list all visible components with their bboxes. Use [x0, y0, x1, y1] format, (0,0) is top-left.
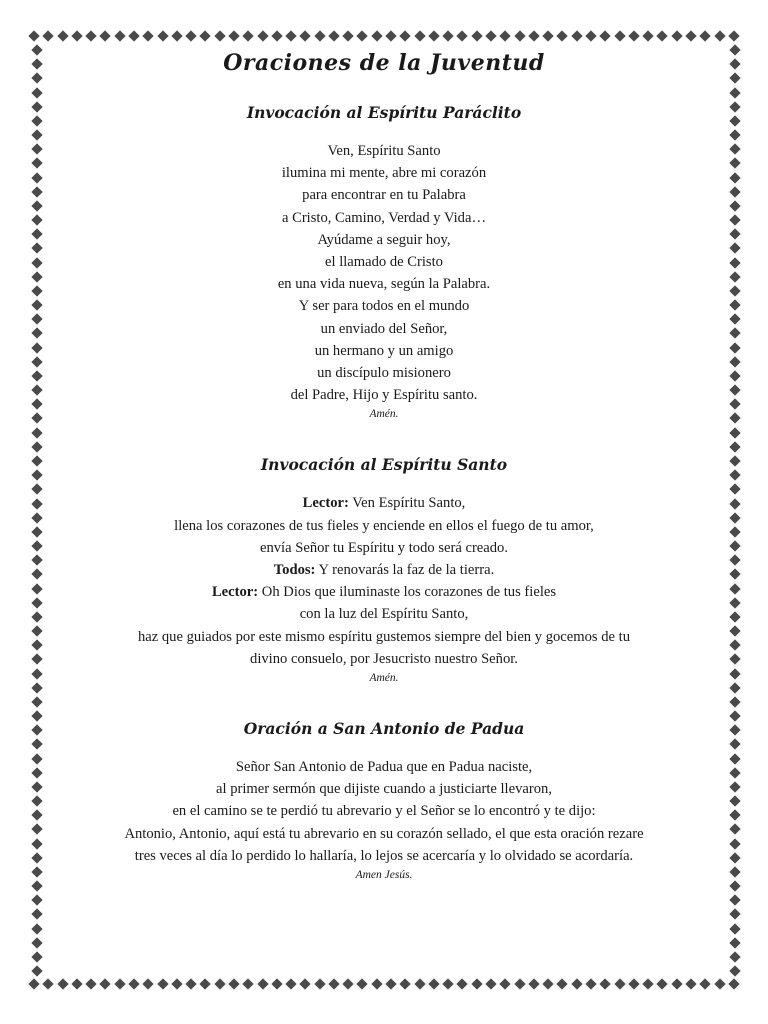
border-diamond: [571, 30, 582, 41]
prayer-line: [60, 537, 708, 559]
border-diamond: [400, 978, 411, 989]
section-title: Invocación al Espíritu Santo: [260, 455, 508, 475]
line-text: con la luz del Espíritu Santo,: [299, 606, 469, 623]
prayer-line: un enviado del Señor,: [320, 320, 448, 337]
border-diamond: [614, 30, 625, 41]
border-diamond: [31, 725, 42, 736]
border-diamond: [542, 978, 553, 989]
border-diamond: [314, 978, 325, 989]
border-bottom: [28, 978, 740, 990]
border-diamond: [185, 30, 196, 41]
prayer-line: Antonio, Antonio, aquí está tu abrevario en su corazón sellado, el que esta oración rezare: [124, 825, 644, 842]
border-diamond: [729, 59, 740, 70]
prayer-line: tres veces al día lo perdido lo hallaría, lo lejos se acercaría y lo olvidado se acordaría.: [134, 847, 634, 864]
border-diamond: [31, 512, 42, 523]
border-diamond: [729, 469, 740, 480]
border-diamond: [257, 30, 268, 41]
border-diamond: [243, 30, 254, 41]
section-espiritu-paraclito: [60, 100, 708, 422]
line-text: llena los corazones de tus fieles y enciende en ellos el fuego de tu amor,: [174, 517, 594, 534]
prayer-line: Ayúdame a seguir hoy,: [317, 231, 451, 248]
border-diamond: [729, 781, 740, 792]
border-diamond: [114, 978, 125, 989]
border-diamond: [729, 625, 740, 636]
border-diamond: [729, 555, 740, 566]
border-diamond: [31, 87, 42, 98]
border-diamond: [729, 370, 740, 381]
border-diamond: [31, 852, 42, 863]
border-diamond: [31, 229, 42, 240]
speaker-label: Lector:: [211, 584, 259, 601]
section-san-antonio: [60, 716, 708, 883]
border-diamond: [285, 30, 296, 41]
border-diamond: [31, 384, 42, 395]
border-diamond: [729, 838, 740, 849]
border-diamond: [585, 30, 596, 41]
border-diamond: [31, 767, 42, 778]
border-diamond: [31, 200, 42, 211]
border-diamond: [57, 978, 68, 989]
border-diamond: [228, 30, 239, 41]
border-diamond: [143, 30, 154, 41]
border-diamond: [385, 978, 396, 989]
border-diamond: [31, 795, 42, 806]
border-diamond: [357, 30, 368, 41]
border-diamond: [485, 30, 496, 41]
border-top: [28, 30, 740, 42]
border-diamond: [31, 271, 42, 282]
border-diamond: [28, 30, 39, 41]
border-diamond: [314, 30, 325, 41]
border-diamond: [157, 978, 168, 989]
prayer-line: [60, 648, 708, 670]
border-diamond: [31, 540, 42, 551]
border-diamond: [271, 30, 282, 41]
border-diamond: [729, 767, 740, 778]
line-text: Ven Espíritu Santo,: [348, 495, 466, 512]
border-diamond: [31, 682, 42, 693]
border-diamond: [729, 87, 740, 98]
border-diamond: [729, 73, 740, 84]
border-diamond: [729, 328, 740, 339]
border-diamond: [514, 978, 525, 989]
border-diamond: [729, 186, 740, 197]
border-diamond: [200, 30, 211, 41]
border-diamond: [729, 923, 740, 934]
border-diamond: [642, 30, 653, 41]
border-diamond: [729, 569, 740, 580]
border-diamond: [31, 144, 42, 155]
border-diamond: [31, 356, 42, 367]
border-diamond: [729, 413, 740, 424]
border-diamond: [700, 978, 711, 989]
border-diamond: [31, 781, 42, 792]
border-diamond: [729, 951, 740, 962]
prayer-line: del Padre, Hijo y Espíritu santo.: [290, 387, 478, 404]
border-diamond: [729, 710, 740, 721]
prayer-line: el llamado de Cristo: [325, 254, 443, 271]
border-diamond: [600, 30, 611, 41]
border-diamond: [729, 696, 740, 707]
border-diamond: [729, 640, 740, 651]
border-diamond: [628, 978, 639, 989]
border-diamond: [31, 399, 42, 410]
border-diamond: [114, 30, 125, 41]
border-diamond: [714, 978, 725, 989]
border-diamond: [729, 243, 740, 254]
prayer-line: en una vida nueva, según la Palabra.: [277, 276, 491, 293]
border-diamond: [31, 654, 42, 665]
border-diamond: [71, 30, 82, 41]
prayer-closing: Amen Jesús.: [355, 869, 413, 882]
border-diamond: [31, 597, 42, 608]
border-diamond: [542, 30, 553, 41]
border-diamond: [31, 909, 42, 920]
border-diamond: [31, 753, 42, 764]
border-diamond: [442, 30, 453, 41]
border-diamond: [31, 923, 42, 934]
border-diamond: [31, 299, 42, 310]
border-diamond: [485, 978, 496, 989]
border-diamond: [228, 978, 239, 989]
border-diamond: [729, 795, 740, 806]
border-diamond: [428, 978, 439, 989]
section-title: Oración a San Antonio de Padua: [243, 719, 525, 739]
border-diamond: [729, 498, 740, 509]
prayer-line: [60, 626, 708, 648]
border-diamond: [200, 978, 211, 989]
border-diamond: [85, 30, 96, 41]
border-diamond: [128, 30, 139, 41]
border-diamond: [729, 115, 740, 126]
border-diamond: [343, 978, 354, 989]
border-diamond: [31, 427, 42, 438]
border-diamond: [85, 978, 96, 989]
border-diamond: [31, 59, 42, 70]
line-text: haz que guiados por este mismo espíritu gustemos siempre del bien y gocemos de tu: [137, 628, 631, 645]
border-diamond: [500, 30, 511, 41]
border-left: [31, 44, 43, 978]
border-diamond: [729, 611, 740, 622]
border-diamond: [642, 978, 653, 989]
border-diamond: [628, 30, 639, 41]
prayer-line: [60, 581, 708, 603]
border-diamond: [31, 583, 42, 594]
border-diamond: [729, 129, 740, 140]
border-diamond: [700, 30, 711, 41]
border-diamond: [457, 978, 468, 989]
border-diamond: [729, 271, 740, 282]
border-diamond: [557, 30, 568, 41]
border-diamond: [43, 978, 54, 989]
border-diamond: [729, 668, 740, 679]
border-diamond: [31, 158, 42, 169]
border-diamond: [31, 880, 42, 891]
border-diamond: [428, 30, 439, 41]
prayer-line: [60, 515, 708, 537]
border-diamond: [729, 214, 740, 225]
border-diamond: [28, 978, 39, 989]
border-diamond: [31, 469, 42, 480]
border-diamond: [243, 978, 254, 989]
border-diamond: [31, 625, 42, 636]
border-diamond: [729, 852, 740, 863]
prayer-line: al primer sermón que dijiste cuando a justiciarte llevaron,: [216, 781, 552, 798]
prayer-closing: Amén.: [369, 672, 399, 685]
border-diamond: [31, 314, 42, 325]
border-diamond: [729, 257, 740, 268]
border-diamond: [729, 753, 740, 764]
border-diamond: [729, 526, 740, 537]
border-diamond: [31, 257, 42, 268]
prayer-line: [60, 492, 708, 514]
border-diamond: [729, 937, 740, 948]
prayer-line: [60, 603, 708, 625]
border-diamond: [300, 30, 311, 41]
border-diamond: [143, 978, 154, 989]
border-diamond: [31, 555, 42, 566]
prayer-line: Señor San Antonio de Padua que en Padua naciste,: [235, 759, 533, 776]
border-diamond: [729, 158, 740, 169]
border-diamond: [600, 978, 611, 989]
border-diamond: [31, 866, 42, 877]
border-diamond: [171, 978, 182, 989]
border-diamond: [729, 909, 740, 920]
border-diamond: [343, 30, 354, 41]
border-diamond: [728, 978, 739, 989]
border-diamond: [300, 978, 311, 989]
border-diamond: [729, 880, 740, 891]
border-right: [729, 44, 741, 978]
border-diamond: [729, 966, 740, 977]
speaker-label: Todos:: [273, 562, 316, 579]
border-diamond: [514, 30, 525, 41]
border-diamond: [571, 978, 582, 989]
prayer-closing: Amén.: [369, 408, 399, 421]
border-diamond: [31, 810, 42, 821]
prayer-line: un hermano y un amigo: [314, 342, 454, 359]
border-diamond: [31, 966, 42, 977]
border-diamond: [729, 356, 740, 367]
border-diamond: [729, 342, 740, 353]
border-diamond: [171, 30, 182, 41]
border-diamond: [729, 455, 740, 466]
border-diamond: [729, 101, 740, 112]
border-diamond: [31, 455, 42, 466]
border-diamond: [31, 951, 42, 962]
border-diamond: [328, 978, 339, 989]
border-diamond: [457, 30, 468, 41]
prayer-line: Y ser para todos en el mundo: [298, 298, 470, 315]
border-diamond: [442, 978, 453, 989]
border-diamond: [729, 725, 740, 736]
border-diamond: [31, 186, 42, 197]
border-diamond: [31, 484, 42, 495]
border-diamond: [728, 30, 739, 41]
border-diamond: [729, 285, 740, 296]
border-diamond: [57, 30, 68, 41]
border-diamond: [31, 441, 42, 452]
border-diamond: [729, 866, 740, 877]
border-diamond: [729, 229, 740, 240]
border-diamond: [31, 824, 42, 835]
border-diamond: [31, 498, 42, 509]
border-diamond: [657, 978, 668, 989]
border-diamond: [614, 978, 625, 989]
border-diamond: [729, 172, 740, 183]
border-diamond: [31, 243, 42, 254]
border-diamond: [43, 30, 54, 41]
border-diamond: [528, 978, 539, 989]
prayer-line: en el camino se te perdió tu abrevario y el Señor se lo encontró y te dijo:: [172, 803, 596, 820]
border-diamond: [714, 30, 725, 41]
border-diamond: [528, 30, 539, 41]
border-diamond: [371, 978, 382, 989]
border-diamond: [328, 30, 339, 41]
border-diamond: [500, 978, 511, 989]
line-text: envía Señor tu Espíritu y todo será creado.: [259, 539, 509, 556]
border-diamond: [31, 838, 42, 849]
border-diamond: [257, 978, 268, 989]
border-diamond: [471, 30, 482, 41]
border-diamond: [729, 399, 740, 410]
border-diamond: [729, 299, 740, 310]
border-diamond: [31, 101, 42, 112]
border-diamond: [100, 978, 111, 989]
border-diamond: [31, 739, 42, 750]
section-espiritu-santo: [60, 452, 708, 686]
border-diamond: [71, 978, 82, 989]
border-diamond: [31, 172, 42, 183]
border-diamond: [31, 44, 42, 55]
prayer-line: un discípulo misionero: [317, 365, 451, 382]
border-diamond: [371, 30, 382, 41]
border-diamond: [729, 810, 740, 821]
speaker-label: Lector:: [302, 495, 349, 512]
border-diamond: [729, 441, 740, 452]
border-diamond: [671, 978, 682, 989]
border-diamond: [128, 978, 139, 989]
border-diamond: [729, 314, 740, 325]
border-diamond: [471, 978, 482, 989]
border-diamond: [585, 978, 596, 989]
prayer-line: para encontrar en tu Palabra: [302, 187, 466, 204]
border-diamond: [729, 144, 740, 155]
border-diamond: [729, 384, 740, 395]
prayer-line: ilumina mi mente, abre mi corazón: [281, 165, 487, 182]
border-diamond: [729, 583, 740, 594]
border-diamond: [31, 611, 42, 622]
border-diamond: [31, 640, 42, 651]
border-diamond: [214, 30, 225, 41]
border-diamond: [185, 978, 196, 989]
line-text: divino consuelo, por Jesucristo nuestro Señor.: [250, 650, 518, 667]
border-diamond: [400, 30, 411, 41]
border-diamond: [31, 696, 42, 707]
border-diamond: [31, 214, 42, 225]
border-diamond: [729, 200, 740, 211]
border-diamond: [100, 30, 111, 41]
border-diamond: [729, 484, 740, 495]
border-diamond: [729, 739, 740, 750]
border-diamond: [357, 978, 368, 989]
page-title: Oraciones de la Juventud: [223, 50, 545, 76]
border-diamond: [729, 44, 740, 55]
border-diamond: [729, 540, 740, 551]
border-diamond: [729, 597, 740, 608]
border-diamond: [31, 668, 42, 679]
border-diamond: [729, 654, 740, 665]
border-diamond: [729, 427, 740, 438]
border-diamond: [729, 512, 740, 523]
border-diamond: [31, 413, 42, 424]
border-diamond: [31, 526, 42, 537]
border-diamond: [31, 342, 42, 353]
border-diamond: [31, 115, 42, 126]
border-diamond: [31, 328, 42, 339]
document-body: [60, 48, 708, 883]
border-diamond: [685, 978, 696, 989]
prayer-line: a Cristo, Camino, Verdad y Vida…: [281, 209, 487, 226]
border-diamond: [685, 30, 696, 41]
border-diamond: [157, 30, 168, 41]
border-diamond: [671, 30, 682, 41]
border-diamond: [31, 285, 42, 296]
border-diamond: [557, 978, 568, 989]
border-diamond: [214, 978, 225, 989]
prayer-line: Ven, Espíritu Santo: [327, 143, 441, 159]
border-diamond: [31, 710, 42, 721]
border-diamond: [729, 824, 740, 835]
border-diamond: [31, 370, 42, 381]
border-diamond: [285, 978, 296, 989]
border-diamond: [31, 895, 42, 906]
border-diamond: [414, 978, 425, 989]
border-diamond: [31, 937, 42, 948]
border-diamond: [31, 129, 42, 140]
prayer-line: [60, 559, 708, 581]
border-diamond: [31, 569, 42, 580]
border-diamond: [657, 30, 668, 41]
border-diamond: [31, 73, 42, 84]
border-diamond: [271, 978, 282, 989]
border-diamond: [385, 30, 396, 41]
border-diamond: [414, 30, 425, 41]
line-text: Oh Dios que iluminaste los corazones de tus fieles: [258, 584, 557, 601]
line-text: Y renovarás la faz de la tierra.: [315, 562, 495, 579]
section-title: Invocación al Espíritu Paráclito: [246, 103, 522, 122]
border-diamond: [729, 682, 740, 693]
border-diamond: [729, 895, 740, 906]
